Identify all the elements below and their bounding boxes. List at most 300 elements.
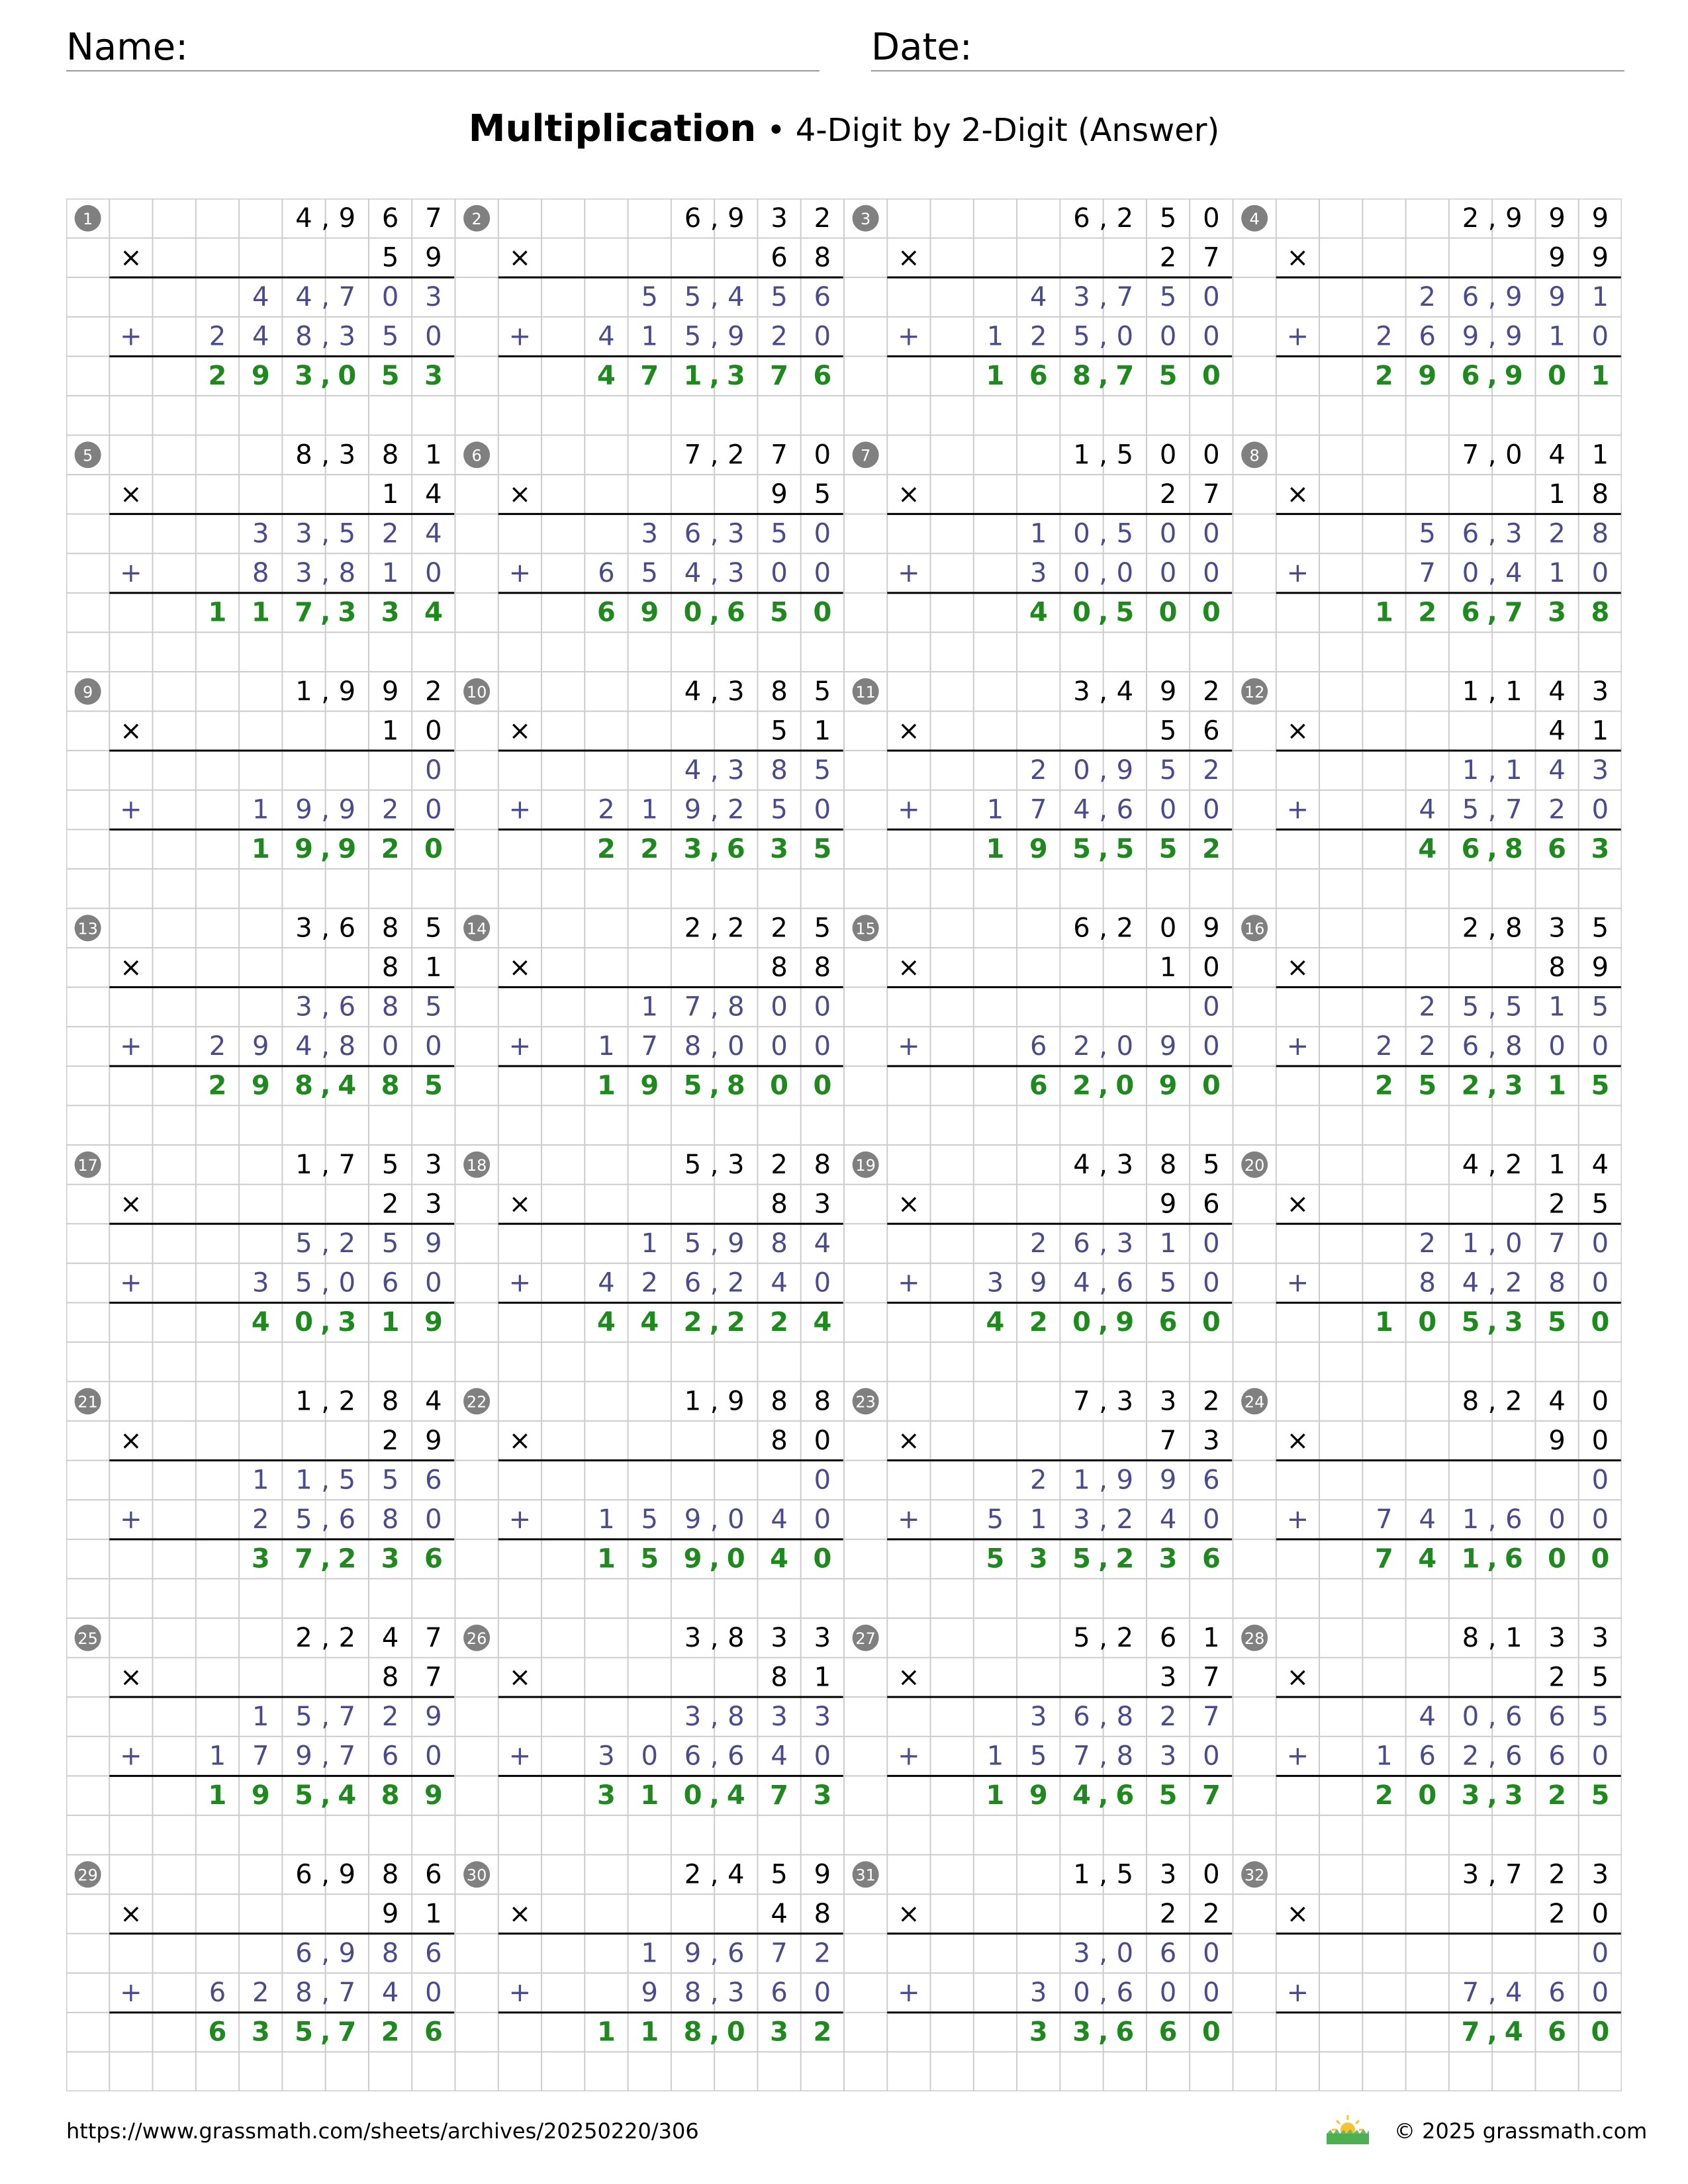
problem-number: 8 <box>1249 446 1260 465</box>
answer-digit: 6 <box>1201 1543 1221 1574</box>
answer-digit: 3 <box>1504 1070 1523 1101</box>
partial-product-1-digit: 1 <box>641 1228 658 1259</box>
answer-digit: 0 <box>1548 361 1567 392</box>
partial-product-2-digit: 6 <box>1548 1978 1566 2009</box>
partial-product-2-digit: 0 <box>727 1504 745 1535</box>
partial-product-1-digit: 1 <box>1073 1465 1090 1496</box>
answer-digit: 0 <box>683 597 702 628</box>
multiplicand-digit: 4 <box>1462 1149 1479 1180</box>
partial-product-2-digit: 7 <box>338 1978 356 2009</box>
answer-digit: 6 <box>1158 1307 1178 1338</box>
partial-product-1-digit: 2 <box>1030 1228 1047 1259</box>
partial-product-1-digit: 0 <box>814 1465 831 1496</box>
answer-digit: 1 <box>640 2017 659 2048</box>
multiplicand-digit: 2 <box>1203 1386 1220 1417</box>
partial-product-2-digit: 6 <box>209 1978 226 2009</box>
multiplicand-digit: 8 <box>1159 1149 1177 1180</box>
partial-product-1-comma: , <box>1487 518 1497 549</box>
times-sign: × <box>120 242 142 273</box>
partial-product-1-digit: 1 <box>1462 755 1479 786</box>
multiplicand-digit: 2 <box>684 913 702 944</box>
problem-number: 26 <box>466 1629 487 1648</box>
times-sign: × <box>120 952 142 983</box>
answer-digit: 6 <box>1115 2017 1135 2048</box>
answer-digit: 4 <box>1072 1780 1091 1811</box>
date-label: Date: <box>871 26 972 69</box>
answer-digit: 2 <box>597 834 616 865</box>
partial-product-2-digit: 0 <box>425 1267 442 1298</box>
answer-digit: 9 <box>1029 834 1048 865</box>
answer-digit: 9 <box>1504 361 1523 392</box>
answer-digit: 0 <box>726 1543 745 1574</box>
times-sign: × <box>898 1425 920 1456</box>
partial-product-1-digit: 4 <box>252 282 269 313</box>
answer-digit: 3 <box>381 1543 400 1574</box>
plus-sign: + <box>1286 1031 1309 1062</box>
plus-sign: + <box>508 558 532 589</box>
partial-product-2-comma: , <box>321 1741 330 1772</box>
answer-digit: 0 <box>1158 597 1178 628</box>
partial-product-1-comma: , <box>710 991 719 1023</box>
answer-digit: 4 <box>770 1543 789 1574</box>
answer-digit: 4 <box>597 1307 616 1338</box>
partial-product-2-digit: 3 <box>1030 1978 1047 2009</box>
partial-product-2-digit: 1 <box>598 1031 615 1062</box>
partial-product-2-digit: 0 <box>814 794 831 825</box>
problem-number: 13 <box>77 919 98 938</box>
multiplicand-comma: , <box>1487 1859 1497 1890</box>
times-sign: × <box>898 1189 920 1220</box>
partial-product-1-digit: 6 <box>1073 1228 1090 1259</box>
answer-digit: 0 <box>424 834 443 865</box>
title-main: Multiplication <box>468 107 757 150</box>
answer-digit: 2 <box>338 1543 357 1574</box>
partial-product-2-digit: 5 <box>1159 1267 1177 1298</box>
partial-product-2-digit: 0 <box>1073 558 1090 589</box>
partial-product-2-digit: 4 <box>252 321 269 352</box>
answer-digit: 9 <box>251 1780 270 1811</box>
partial-product-2-digit: 0 <box>814 1978 831 2009</box>
partial-product-2-digit: 0 <box>425 1741 442 1772</box>
partial-product-2-comma: , <box>321 321 330 352</box>
partial-product-2-digit: 5 <box>381 321 399 352</box>
multiplicand-digit: 4 <box>425 1386 442 1417</box>
multiplicand-digit: 5 <box>814 676 831 707</box>
plus-sign: + <box>1286 1978 1309 2009</box>
multiplicand-digit: 2 <box>1116 203 1134 234</box>
partial-product-2-digit: 3 <box>1159 1741 1177 1772</box>
multiplicand-digit: 5 <box>1591 913 1609 944</box>
multiplicand-comma: , <box>1099 1386 1108 1417</box>
multiplier-digit: 9 <box>1591 242 1609 273</box>
answer-digit: 2 <box>813 2017 832 2048</box>
multiplier-digit: 2 <box>381 1189 399 1220</box>
partial-product-2-digit: 5 <box>1462 794 1479 825</box>
partial-product-2-comma: , <box>1099 1267 1108 1298</box>
partial-product-2-digit: 7 <box>1505 794 1523 825</box>
partial-product-1-digit: 0 <box>1591 1228 1609 1259</box>
partial-product-2-digit: 7 <box>641 1031 658 1062</box>
footer-copyright: © 2025 grassmath.com <box>1394 2118 1648 2144</box>
answer-digit: 1 <box>208 1780 227 1811</box>
partial-product-2-digit: 2 <box>1419 1031 1436 1062</box>
partial-product-2-digit: 4 <box>684 558 702 589</box>
multiplicand-digit: 8 <box>381 1386 399 1417</box>
partial-product-2-digit: 0 <box>1203 321 1220 352</box>
answer-digit: 5 <box>640 1543 659 1574</box>
answer-comma: , <box>709 361 720 392</box>
partial-product-2-comma: , <box>1099 1978 1108 2009</box>
partial-product-2-digit: 0 <box>814 1504 831 1535</box>
partial-product-2-comma: , <box>1487 1978 1497 2009</box>
partial-product-1-digit: 7 <box>1548 1228 1566 1259</box>
partial-product-2-digit: 9 <box>338 794 356 825</box>
answer-digit: 4 <box>424 597 443 628</box>
answer-comma: , <box>1098 1307 1109 1338</box>
partial-product-1-digit: 5 <box>1505 991 1523 1023</box>
answer-digit: 6 <box>1158 2017 1178 2048</box>
answer-digit: 9 <box>338 834 357 865</box>
times-sign: × <box>898 242 920 273</box>
multiplicand-comma: , <box>710 913 719 944</box>
answer-digit: 2 <box>1375 1780 1393 1811</box>
partial-product-1-digit: 5 <box>295 1702 312 1733</box>
multiplicand-digit: 8 <box>727 1622 745 1653</box>
multiplier-digit: 8 <box>771 1425 788 1456</box>
partial-product-1-digit: 9 <box>425 1702 442 1733</box>
partial-product-2-digit: 0 <box>727 1031 745 1062</box>
answer-digit: 9 <box>1158 1070 1178 1101</box>
partial-product-1-digit: 4 <box>1030 282 1047 313</box>
partial-product-1-digit: 5 <box>684 1228 702 1259</box>
partial-product-1-digit: 5 <box>338 518 356 549</box>
answer-digit: 2 <box>726 1307 745 1338</box>
multiplier-digit: 2 <box>1159 1898 1177 1929</box>
answer-digit: 0 <box>1115 1070 1135 1101</box>
multiplicand-digit: 6 <box>1159 1622 1177 1653</box>
multiplicand-digit: 6 <box>295 1859 312 1890</box>
partial-product-2-digit: 0 <box>1203 1504 1220 1535</box>
partial-product-2-digit: 8 <box>338 1031 356 1062</box>
partial-product-2-comma: , <box>1487 794 1497 825</box>
problem-number: 5 <box>82 446 93 465</box>
partial-product-1-digit: 0 <box>1203 282 1220 313</box>
partial-product-2-digit: 4 <box>1419 794 1436 825</box>
partial-product-2-digit: 9 <box>1505 321 1523 352</box>
multiplicand-digit: 0 <box>1505 439 1523 471</box>
plus-sign: + <box>898 1741 920 1772</box>
times-sign: × <box>508 478 532 510</box>
multiplicand-digit: 4 <box>295 203 312 234</box>
partial-product-2-digit: 6 <box>1462 1031 1479 1062</box>
partial-product-1-digit: 3 <box>295 991 312 1023</box>
partial-product-1-digit: 3 <box>684 1702 702 1733</box>
problem-number: 22 <box>466 1392 487 1412</box>
date-field[interactable] <box>871 25 1624 71</box>
multiplicand-digit: 1 <box>1073 1859 1090 1890</box>
partial-product-2-comma: , <box>1487 1267 1497 1298</box>
answer-digit: 9 <box>251 361 270 392</box>
answer-comma: , <box>709 597 720 628</box>
answer-digit: 4 <box>1504 2017 1523 2048</box>
answer-digit: 8 <box>726 1070 745 1101</box>
partial-product-2-digit: 7 <box>1073 1741 1090 1772</box>
times-sign: × <box>508 1662 532 1693</box>
answer-comma: , <box>709 2017 720 2048</box>
multiplicand-digit: 9 <box>1203 913 1220 944</box>
multiplicand-comma: , <box>321 676 330 707</box>
partial-product-2-digit: 7 <box>1462 1978 1479 2009</box>
partial-product-2-digit: 6 <box>1116 1267 1134 1298</box>
answer-digit: 8 <box>381 1070 400 1101</box>
answer-comma: , <box>1487 1543 1497 1574</box>
multiplicand-digit: 3 <box>1591 1859 1609 1890</box>
answer-digit: 2 <box>1375 1070 1393 1101</box>
times-sign: × <box>120 1425 142 1456</box>
answer-digit: 5 <box>1591 1070 1610 1101</box>
answer-digit: 8 <box>381 1780 400 1811</box>
name-label: Name: <box>66 26 189 69</box>
multiplier-digit: 2 <box>1548 1898 1566 1929</box>
times-sign: × <box>508 1189 532 1220</box>
answer-comma: , <box>320 1780 331 1811</box>
answer-digit: 7 <box>338 2017 357 2048</box>
partial-product-2-digit: 0 <box>771 1031 788 1062</box>
problem-number: 17 <box>77 1156 98 1175</box>
partial-product-1-digit: 5 <box>381 1465 399 1496</box>
multiplier-digit: 1 <box>381 478 399 510</box>
partial-product-1-digit: 7 <box>338 282 356 313</box>
multiplicand-digit: 8 <box>771 1386 788 1417</box>
plus-sign: + <box>120 1267 142 1298</box>
multiplicand-digit: 0 <box>1203 1859 1220 1890</box>
answer-digit: 3 <box>338 1307 357 1338</box>
answer-digit: 4 <box>813 1307 832 1338</box>
partial-product-2-digit: 4 <box>771 1741 788 1772</box>
grassmath-logo-icon <box>1325 2113 1370 2146</box>
answer-digit: 3 <box>683 834 702 865</box>
plus-sign: + <box>1286 1741 1309 1772</box>
plus-sign: + <box>1286 1267 1309 1298</box>
plus-sign: + <box>1286 794 1309 825</box>
problem-number: 15 <box>855 919 876 938</box>
partial-product-2-comma: , <box>1487 1031 1497 1062</box>
partial-product-2-digit: 0 <box>1159 1978 1177 2009</box>
partial-product-2-digit: 1 <box>641 321 658 352</box>
partial-product-1-digit: 2 <box>381 1702 399 1733</box>
partial-product-1-digit: 5 <box>1159 282 1177 313</box>
multiplicand-digit: 4 <box>381 1622 399 1653</box>
multiplicand-digit: 8 <box>1462 1386 1479 1417</box>
answer-digit: 3 <box>338 597 357 628</box>
partial-product-2-digit: 0 <box>1591 1267 1609 1298</box>
partial-product-1-digit: 8 <box>1116 1702 1134 1733</box>
multiplicand-digit: 2 <box>771 1149 788 1180</box>
partial-product-1-digit: 9 <box>1159 1465 1177 1496</box>
partial-product-1-digit: 9 <box>1548 282 1566 313</box>
multiplicand-comma: , <box>710 1149 719 1180</box>
multiplicand-digit: 5 <box>1073 1622 1090 1653</box>
partial-product-2-digit: 2 <box>1030 321 1047 352</box>
multiplicand-digit: 2 <box>1116 1622 1134 1653</box>
multiplicand-digit: 2 <box>1462 203 1479 234</box>
partial-product-1-digit: 5 <box>1591 1702 1609 1733</box>
multiplicand-digit: 1 <box>1505 1622 1523 1653</box>
multiplicand-digit: 4 <box>1591 1149 1609 1180</box>
multiplicand-digit: 5 <box>425 913 442 944</box>
multiplicand-digit: 2 <box>1548 1859 1566 1890</box>
partial-product-1-digit: 3 <box>1073 1938 1090 1969</box>
answer-digit: 6 <box>1548 834 1567 865</box>
problem-number: 11 <box>855 682 876 702</box>
multiplier-digit: 1 <box>814 1662 831 1693</box>
partial-product-2-digit: 4 <box>1505 558 1523 589</box>
partial-product-2-digit: 5 <box>1030 1741 1047 1772</box>
multiplicand-comma: , <box>1487 1149 1497 1180</box>
answer-digit: 0 <box>1201 597 1221 628</box>
answer-digit: 5 <box>1418 1070 1437 1101</box>
answer-digit: 6 <box>813 361 832 392</box>
plus-sign: + <box>508 1267 532 1298</box>
partial-product-2-comma: , <box>1487 1504 1497 1535</box>
partial-product-1-digit: 5 <box>1591 991 1609 1023</box>
multiplier-digit: 8 <box>771 952 788 983</box>
times-sign: × <box>1286 1662 1309 1693</box>
partial-product-1-digit: 0 <box>814 518 831 549</box>
partial-product-2-digit: 1 <box>1030 1504 1047 1535</box>
partial-product-1-digit: 2 <box>1203 755 1220 786</box>
answer-digit: 9 <box>640 597 659 628</box>
partial-product-2-digit: 0 <box>1591 1978 1609 2009</box>
multiplier-digit: 8 <box>1591 478 1609 510</box>
answer-digit: 5 <box>381 361 400 392</box>
multiplicand-digit: 4 <box>727 1859 745 1890</box>
partial-product-2-digit: 4 <box>1073 1267 1090 1298</box>
partial-product-2-digit: 0 <box>1116 321 1134 352</box>
multiplicand-comma: , <box>1487 203 1497 234</box>
partial-product-1-comma: , <box>1099 518 1108 549</box>
answer-digit: 9 <box>1418 361 1437 392</box>
times-sign: × <box>508 1425 532 1456</box>
partial-product-1-comma: , <box>321 1465 330 1496</box>
answer-digit: 2 <box>208 361 227 392</box>
answer-digit: 6 <box>1461 597 1480 628</box>
multiplier-digit: 9 <box>1159 1189 1177 1220</box>
times-sign: × <box>508 715 532 747</box>
multiplier-digit: 7 <box>425 1662 442 1693</box>
name-field[interactable] <box>66 25 820 71</box>
problem-number: 20 <box>1244 1156 1265 1175</box>
multiplicand-digit: 3 <box>814 1622 831 1653</box>
partial-product-2-digit: 2 <box>727 794 745 825</box>
answer-digit: 1 <box>597 2017 616 2048</box>
multiplier-digit: 3 <box>425 1189 442 1220</box>
partial-product-1-comma: , <box>710 755 719 786</box>
answer-digit: 5 <box>1072 834 1091 865</box>
partial-product-1-digit: 6 <box>1073 1702 1090 1733</box>
answer-digit: 0 <box>1591 1543 1610 1574</box>
answer-digit: 1 <box>683 361 702 392</box>
problem-number: 4 <box>1249 209 1260 228</box>
partial-product-1-digit: 6 <box>1462 518 1479 549</box>
multiplier-digit: 2 <box>1159 242 1177 273</box>
multiplicand-digit: 1 <box>1203 1622 1220 1653</box>
partial-product-2-digit: 2 <box>1376 1031 1393 1062</box>
answer-digit: 4 <box>597 361 616 392</box>
multiplicand-digit: 7 <box>338 1149 356 1180</box>
partial-product-2-digit: 7 <box>1419 558 1436 589</box>
problem-number: 27 <box>855 1629 876 1648</box>
partial-product-1-digit: 3 <box>425 282 442 313</box>
answer-digit: 3 <box>251 2017 270 2048</box>
answer-digit: 9 <box>1115 1307 1135 1338</box>
answer-digit: 3 <box>295 361 313 392</box>
answer-digit: 9 <box>640 1070 659 1101</box>
partial-product-2-digit: 2 <box>1548 794 1566 825</box>
partial-product-2-digit: 5 <box>986 1504 1004 1535</box>
partial-product-2-comma: , <box>1099 794 1108 825</box>
partial-product-1-comma: , <box>1487 1702 1497 1733</box>
multiplier-digit: 9 <box>1548 1425 1566 1456</box>
answer-digit: 5 <box>683 1070 702 1101</box>
partial-product-1-digit: 2 <box>1419 1228 1436 1259</box>
answer-digit: 2 <box>1201 834 1221 865</box>
partial-product-1-digit: 5 <box>641 282 658 313</box>
partial-product-2-digit: 0 <box>814 321 831 352</box>
multiplicand-digit: 3 <box>1116 1149 1134 1180</box>
partial-product-1-digit: 1 <box>1462 1228 1479 1259</box>
answer-digit: 1 <box>640 1780 659 1811</box>
partial-product-1-digit: 6 <box>1159 1938 1177 1969</box>
multiplier-digit: 2 <box>1203 1898 1220 1929</box>
answer-digit: 2 <box>1548 1780 1567 1811</box>
times-sign: × <box>898 952 920 983</box>
partial-product-2-digit: 7 <box>338 1741 356 1772</box>
answer-comma: , <box>1098 2017 1109 2048</box>
answer-digit: 7 <box>295 597 313 628</box>
multiplier-digit: 7 <box>1203 242 1220 273</box>
answer-comma: , <box>1487 1070 1497 1101</box>
answer-digit: 6 <box>424 1543 443 1574</box>
partial-product-2-digit: 0 <box>1116 558 1134 589</box>
answer-comma: , <box>1098 1070 1109 1101</box>
multiplier-digit: 0 <box>425 715 442 747</box>
answer-comma: , <box>709 1780 720 1811</box>
multiplicand-digit: 0 <box>1203 439 1220 471</box>
partial-product-2-digit: 8 <box>684 1978 702 2009</box>
partial-product-2-digit: 6 <box>381 1267 399 1298</box>
partial-product-2-digit: 0 <box>425 1504 442 1535</box>
answer-digit: 5 <box>1548 1307 1567 1338</box>
partial-product-1-digit: 3 <box>295 518 312 549</box>
partial-product-1-digit: 6 <box>684 518 702 549</box>
multiplier-digit: 0 <box>1591 1898 1609 1929</box>
partial-product-1-comma: , <box>1099 1938 1108 1969</box>
multiplier-digit: 4 <box>425 478 442 510</box>
times-sign: × <box>120 1662 142 1693</box>
problem-number: 18 <box>466 1156 487 1175</box>
answer-digit: 7 <box>770 1780 789 1811</box>
partial-product-1-comma: , <box>710 282 719 313</box>
answer-digit: 2 <box>1072 1070 1091 1101</box>
answer-digit: 7 <box>295 1543 313 1574</box>
partial-product-1-digit: 2 <box>1419 282 1436 313</box>
partial-product-2-digit: 0 <box>381 1031 399 1062</box>
plus-sign: + <box>898 1031 920 1062</box>
partial-product-2-digit: 2 <box>1116 1504 1134 1535</box>
partial-product-2-comma: , <box>1487 1741 1497 1772</box>
multiplicand-digit: 2 <box>338 1622 356 1653</box>
